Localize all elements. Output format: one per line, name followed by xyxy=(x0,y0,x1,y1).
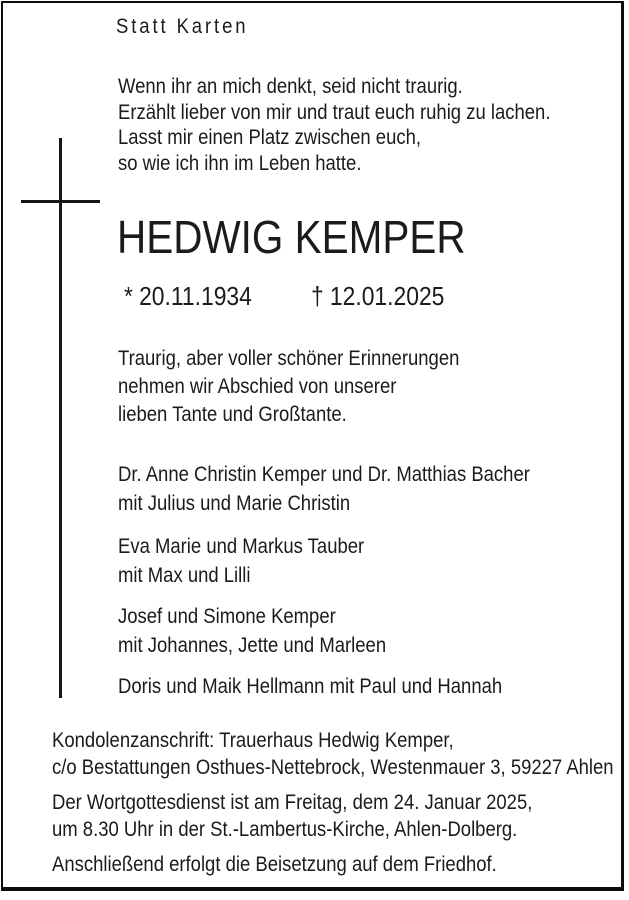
birth-date: 20.11.1934 xyxy=(139,281,252,311)
service-info xyxy=(52,789,532,843)
birth-star-icon: * xyxy=(124,281,133,311)
mourner-line: mit Johannes, Jette und Marleen xyxy=(118,633,387,657)
statt-karten-label: Statt Karten xyxy=(116,15,249,38)
condolence-line: Kondolenzanschrift: Trauerhaus Hedwig Kemper, xyxy=(52,729,454,752)
service-line: Der Wortgottesdienst ist am Freitag, dem 24. Januar 2025, xyxy=(52,791,533,814)
mourner-line: Doris und Maik Hellmann mit Paul und Hannah xyxy=(118,675,503,698)
verse-line: so wie ich ihn im Leben hatte. xyxy=(118,151,362,175)
memorial-verse xyxy=(118,74,550,176)
mourner-line: Josef und Simone Kemper xyxy=(118,605,336,628)
service-line: um 8.30 Uhr in der St.-Lambertus-Kirche, Ahlen-Dolberg. xyxy=(52,818,518,841)
farewell-line: Traurig, aber voller schöner Erinnerungen xyxy=(118,347,460,370)
mourner-line: mit Max und Lilli xyxy=(118,563,251,587)
verse-line: Lasst mir einen Platz zwischen euch, xyxy=(118,126,422,149)
mourner-line: Dr. Anne Christin Kemper und Dr. Matthias Bacher xyxy=(118,463,530,486)
cross-vertical-bar xyxy=(59,138,62,698)
farewell-text xyxy=(118,345,459,429)
burial-info xyxy=(52,851,497,878)
farewell-line: lieben Tante und Großtante. xyxy=(118,403,347,426)
death-date-group xyxy=(311,281,444,311)
death-cross-icon: † xyxy=(311,281,324,311)
burial-line: Anschließend erfolgt die Beisetzung auf dem Friedhof. xyxy=(52,853,497,876)
farewell-line: nehmen wir Abschied von unserer xyxy=(118,375,397,398)
mourner-group xyxy=(118,533,364,590)
cross-horizontal-bar xyxy=(21,200,100,203)
verse-line: Wenn ihr an mich denkt, seid nicht traurig. xyxy=(118,75,463,98)
condolence-address xyxy=(52,727,614,781)
mourner-group xyxy=(118,673,502,702)
birth-date-group xyxy=(124,281,252,311)
deceased-name: HEDWIG KEMPER xyxy=(117,211,466,263)
condolence-line: c/o Bestattungen Osthues-Nettebrock, Westenmauer 3, 59227 Ahlen xyxy=(52,756,614,779)
mourner-group xyxy=(118,603,386,660)
mourner-line: mit Julius und Marie Christin xyxy=(118,491,351,515)
mourner-line: Eva Marie und Markus Tauber xyxy=(118,535,365,558)
death-date: 12.01.2025 xyxy=(329,281,445,311)
verse-line: Erzählt lieber von mir und traut euch ruhig zu lachen. xyxy=(118,100,551,124)
mourner-group xyxy=(118,461,530,518)
